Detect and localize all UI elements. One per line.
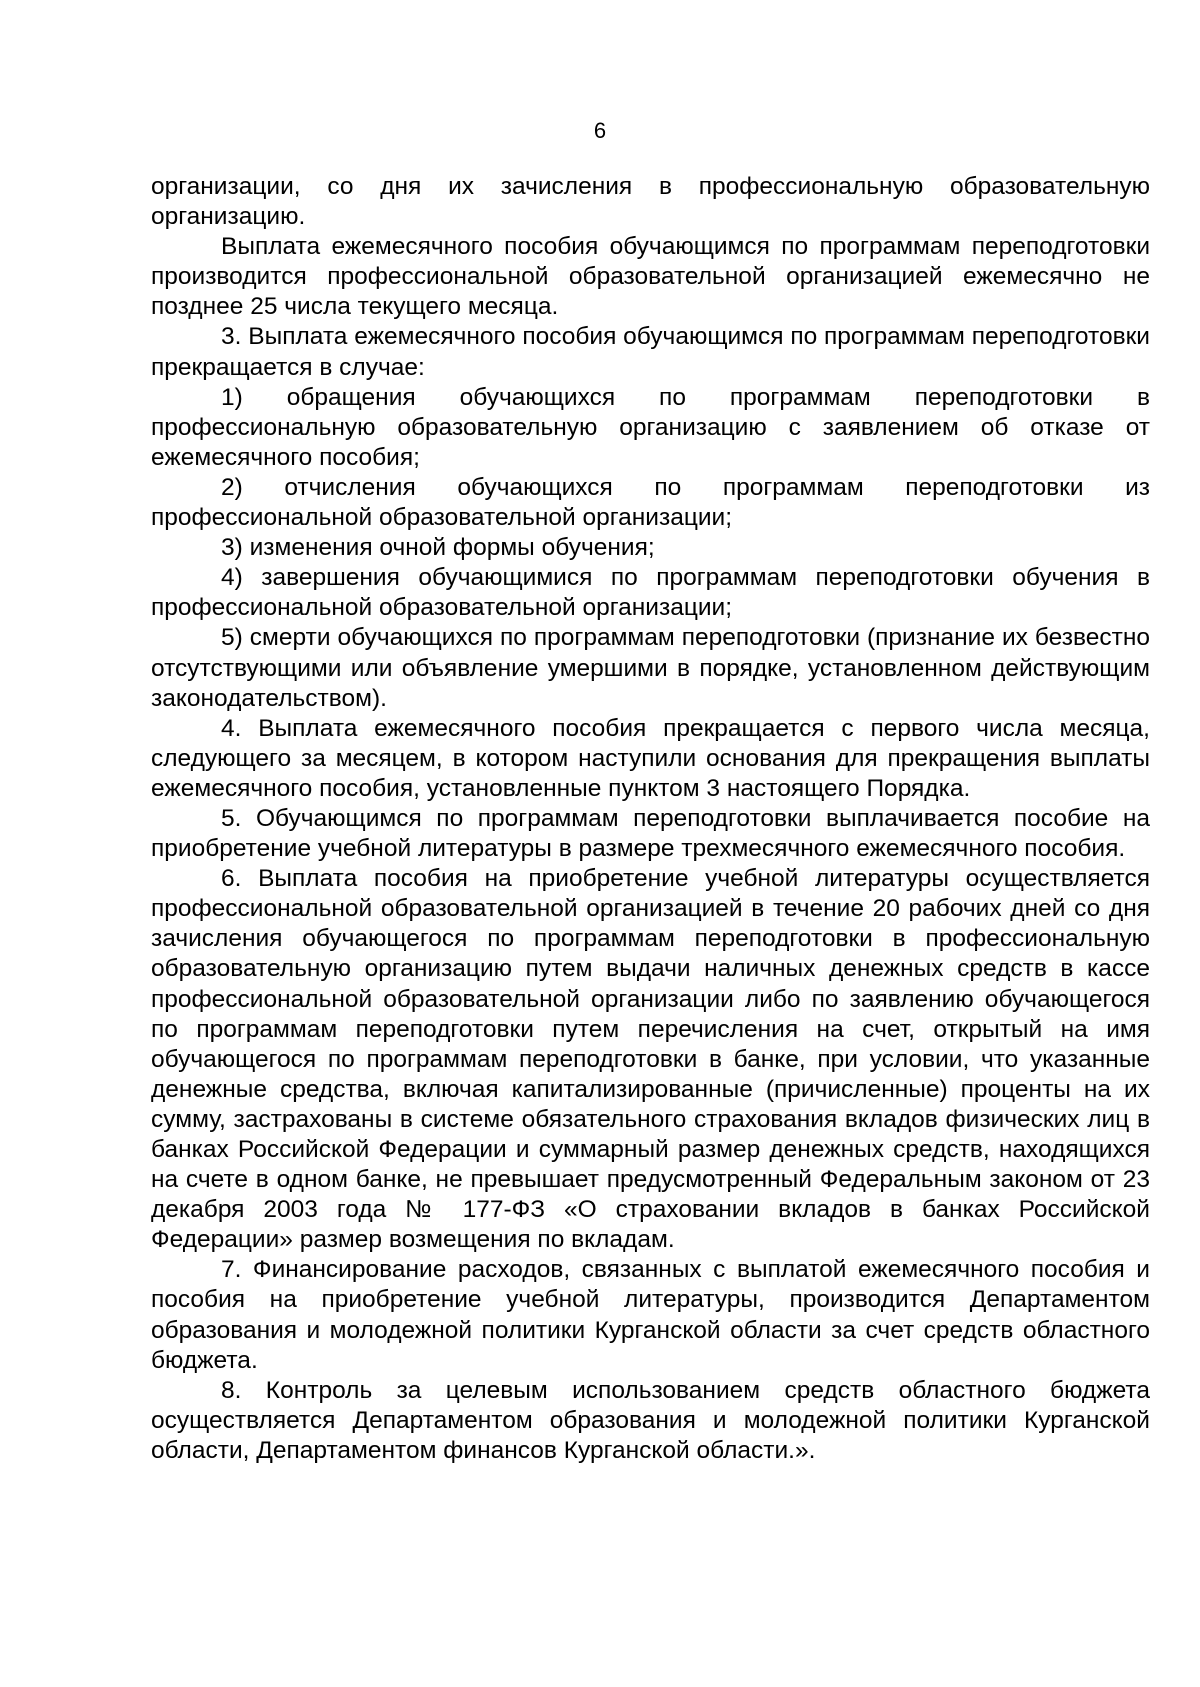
list-item-4-completion: 4) завершения обучающимися по программам переподготовки обучения в профессиональной образовательной организации; (151, 564, 1150, 622)
paragraph-item-3-termination: 3. Выплата ежемесячного пособия обучающимся по программам переподготовки прекращается в случае: (151, 323, 1150, 381)
document-body (151, 172, 1150, 1466)
page-number: 6 (593, 118, 607, 143)
list-item-2-expulsion: 2) отчисления обучающихся по программам переподготовки из профессиональной образовательной организации; (151, 473, 1150, 532)
paragraph-payment-schedule: Выплата ежемесячного пособия обучающимся по программам переподготовки производится профессиональной образовательной организацией ежемесячно не позднее 25 числа текущего месяца. (151, 233, 1150, 321)
paragraph-item-4-cessation: 4. Выплата ежемесячного пособия прекращается с первого числа месяца, следующего за месяцем, в котором наступили основания для прекращения выплаты ежемесячного пособия, установленные пунктом 3 настоящего Порядка. (151, 714, 1150, 802)
paragraph-item-7-financing: 7. Финансирование расходов, связанных с выплатой ежемесячного пособия и пособия на приобретение учебной литературы, производится Департаментом образования и молодежной политики Курганской области за счет средств областного бюджета. (151, 1256, 1150, 1374)
paragraph-continuation: организации, со дня их зачисления в профессиональную образовательную организацию. (151, 173, 1150, 231)
paragraph-item-6-payment-procedure: 6. Выплата пособия на приобретение учебной литературы осуществляется профессиональной образовательной организацией в течение 20 рабочих дней со дня зачисления обучающегося по программам переподготовки в профессиональную образовательную организацию путем выдачи наличных денежных средств в кассе профессиональной образовательной организации либо по заявлению обучающегося по программам переподготовки путем перечисления на счет, открытый на имя обучающегося по программам переподготовки в банке, при условии, что указанные денежные средства, включая капитализированные (причисленные) проценты на их сумму, застрахованы в системе обязательного страхования вкладов физических лиц в банках Российской Федерации и суммарный размер денежных средств, находящихся на счете в одном банке, не превышает предусмотренный Федеральным законом от 23 декабря 2003 года № 177-ФЗ «О страховании вкладов в банках Российской Федерации» размер возмещения по вкладам. (151, 865, 1150, 1254)
paragraph-item-8-control: 8. Контроль за целевым использованием средств областного бюджета осуществляется Департаментом образования и молодежной политики Курганской области, Департаментом финансов Курганской области.». (151, 1376, 1150, 1464)
list-item-1-refusal: 1) обращения обучающихся по программам переподготовки в профессиональную образовательную организацию с заявлением об отказе от ежемесячного пособия; (151, 383, 1150, 471)
list-item-3-form-change: 3) изменения очной формы обучения; (221, 534, 655, 562)
list-item-5-death: 5) смерти обучающихся по программам переподготовки (признание их безвестно отсутствующими или объявление умершими в порядке, установленном действующим законодательством). (151, 624, 1150, 712)
paragraph-item-5-literature-allowance: 5. Обучающимся по программам переподготовки выплачивается пособие на приобретение учебной литературы в размере трехмесячного ежемесячного пособия. (151, 804, 1150, 863)
